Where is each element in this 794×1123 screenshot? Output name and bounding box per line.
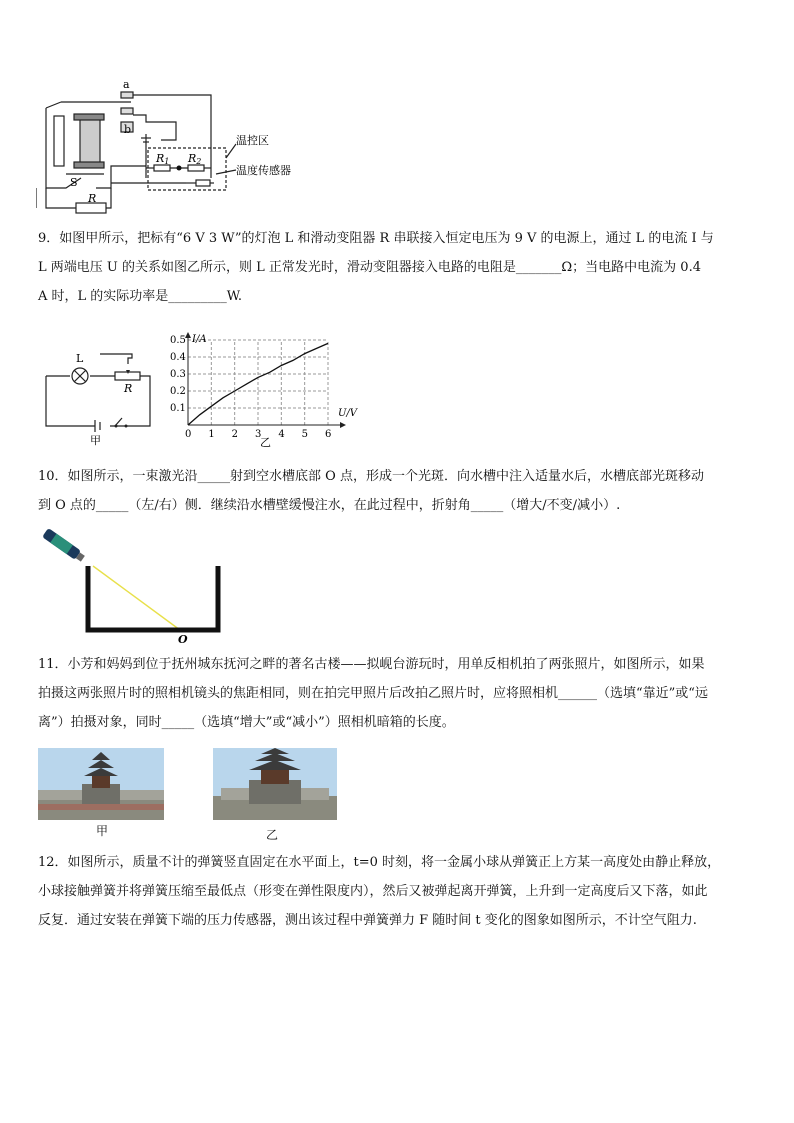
relay-circuit-figure	[36, 78, 326, 218]
r1-label: R1	[156, 152, 170, 166]
y-tick-label: 0.5	[170, 335, 186, 346]
q9-line-1: 9．如图甲所示，把标有“6 V 3 W”的灯泡 L 和滑动变阻器 R 串联接入恒定电压为 9 V 的电源上，通过 L 的电流 I 与	[38, 231, 714, 246]
x-axis-label: U/V	[338, 408, 358, 419]
pavilion-photo-2	[213, 748, 337, 820]
contact-b-label: b	[124, 123, 132, 136]
point-o-label: O	[178, 633, 188, 646]
y-tick-label: 0.4	[170, 352, 186, 363]
question-9	[38, 224, 758, 311]
graph-caption: 乙	[260, 436, 271, 449]
photo1-caption: 甲	[96, 824, 109, 838]
laser-pointer-icon	[42, 528, 86, 563]
x-tick-label: 3	[255, 429, 262, 440]
x-tick-label: 0	[185, 429, 192, 440]
y-tick-label: 0.2	[170, 386, 186, 397]
switch-s-label: S	[70, 176, 78, 189]
lamp-label: L	[76, 352, 84, 365]
question-12	[38, 848, 758, 935]
question-10	[38, 462, 758, 520]
x-tick-label: 2	[231, 429, 239, 440]
y-tick-label: 0.3	[170, 369, 186, 380]
q11-line-1: 11．小芳和妈妈到位于抚州城东抚河之畔的著名古楼——拟岘台游玩时，用单反相机拍了两张照片，如图所示，如果	[38, 657, 705, 672]
q9-line-3: A 时，L 的实际功率是_________W.	[38, 289, 243, 304]
temp-sensor-label: 温度传感器	[236, 164, 291, 177]
pavilion-photo-1	[38, 748, 164, 820]
question-11	[38, 650, 758, 737]
photo2-caption: 乙	[266, 828, 279, 842]
temp-zone-label: 温控区	[236, 134, 269, 147]
rheostat-label: R	[124, 382, 133, 395]
q9-line-2: L 两端电压 U 的关系如图乙所示，则 L 正常发光时，滑动变阻器接入电路的电阻是_______Ω；当电路中电流为 0.4	[38, 260, 701, 275]
circuit-caption: 甲	[90, 434, 101, 447]
laser-tank-figure	[38, 524, 228, 646]
q10-line-2: 到 O 点的_____（左/右）侧．继续沿水槽壁缓慢注水，在此过程中，折射角_____（增大/不变/减小）.	[38, 498, 621, 513]
q12-line-3: 反复．通过安装在弹簧下端的压力传感器，测出该过程中弹簧弹力 F 随时间 t 变化的图象如图所示，不计空气阻力.	[38, 913, 697, 928]
q10-line-1: 10．如图所示，一束激光沿_____射到空水槽底部 O 点，形成一个光斑．向水槽中注入适量水后，水槽底部光斑移动	[38, 469, 704, 484]
q11-line-2: 拍摄这两张照片时的照相机镜头的焦距相同，则在拍完甲照片后改拍乙照片时，应将照相机______（选填“靠近”或“远	[38, 686, 708, 701]
y-axis-label: I/A	[192, 334, 207, 345]
x-tick-label: 6	[325, 429, 332, 440]
iu-graph	[168, 330, 368, 450]
q12-line-2: 小球接触弹簧并将弹簧压缩至最低点（形变在弹性限度内），然后又被弹起离开弹簧，上升到一定高度后又下落，如此	[38, 884, 708, 899]
r2-label: R2	[188, 152, 202, 166]
x-tick-label: 1	[208, 429, 215, 440]
q11-line-3: 离”）拍摄对象，同时_____（选填“增大”或“减小”）照相机暗箱的长度。	[38, 715, 455, 730]
x-tick-label: 5	[301, 429, 309, 440]
resistor-r-label: R	[88, 192, 97, 205]
q9-circuit-figure	[40, 352, 160, 447]
x-tick-label: 4	[278, 429, 285, 440]
q12-line-1: 12．如图所示，质量不计的弹簧竖直固定在水平面上，t=0 时刻，将一金属小球从弹簧正上方某一高度处由静止释放，	[38, 855, 721, 870]
contact-a-label: a	[123, 78, 130, 91]
y-tick-label: 0.1	[170, 403, 186, 414]
